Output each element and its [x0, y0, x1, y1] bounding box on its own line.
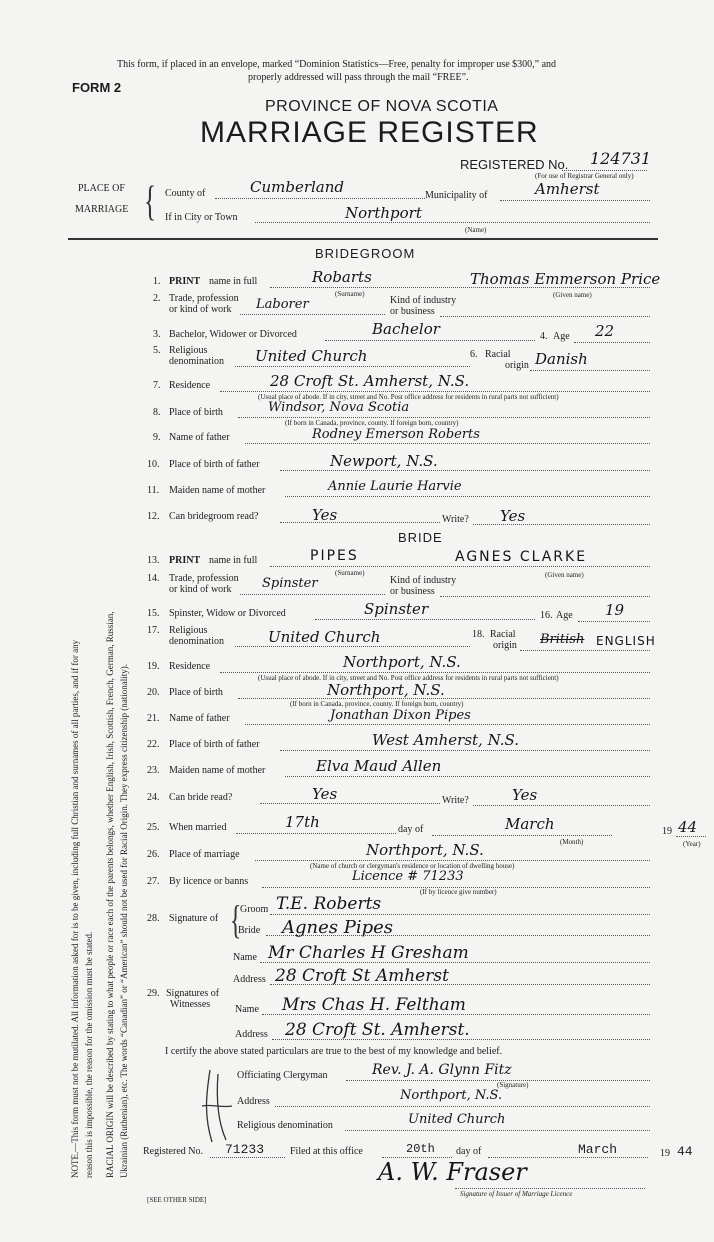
residence-note: (Usual place of abode. If in city, street and No. Post office address for residents in rural parts not sufficient)	[258, 393, 559, 401]
side-note-line1: NOTE.—This form must not be mutilated. All information asked for is to be given, including full Christian and surnames of all parties, and if for any	[70, 639, 80, 1178]
given-note: (Given name)	[553, 291, 592, 299]
city-name-note: (Name)	[465, 226, 487, 234]
bride-father: Jonathan Dixon Pipes	[330, 708, 471, 723]
side-note-line4: Ukrainian (Ruthenian), etc. The words “Canadian” or “American” should not be used for Racial Origin. They express citizenship (nationality).	[119, 663, 129, 1178]
surname-note: (Surname)	[335, 569, 365, 577]
field-label: name in full	[209, 276, 258, 287]
field-label: origin	[493, 640, 517, 651]
field-label: Place of birth	[169, 407, 223, 418]
bride-religion: United Church	[268, 628, 381, 646]
city-label: If in City or Town	[165, 212, 238, 223]
field-label: or business	[390, 586, 435, 597]
field-label: Signatures of	[166, 988, 220, 999]
groom-signature: T.E. Roberts	[276, 894, 382, 914]
field-label: Maiden name of mother	[169, 765, 266, 776]
field-label: Can bridegroom read?	[169, 511, 259, 522]
field-label: name in full	[209, 555, 258, 566]
given-note: (Given name)	[545, 571, 584, 579]
bride-status: Spinster	[364, 600, 429, 618]
field-number: 18.	[472, 629, 485, 640]
field-label: Write?	[442, 514, 469, 525]
form-number: FORM 2	[72, 80, 122, 95]
field-label: Kind of industry	[390, 295, 457, 306]
groom-birthplace: Windsor, Nova Scotia	[268, 400, 410, 415]
place-label-line1: PLACE OF	[78, 183, 125, 194]
bride-can-read: Yes	[312, 785, 338, 803]
filed-day: 20th	[406, 1142, 435, 1156]
field-label: Name of father	[169, 713, 230, 724]
licence-note: (If by licence give number)	[420, 888, 497, 896]
groom-can-write: Yes	[500, 507, 526, 525]
field-label: Place of marriage	[169, 849, 240, 860]
field-label: or kind of work	[169, 584, 232, 595]
field-label: Officiating Clergyman	[237, 1070, 328, 1081]
field-label: Name of father	[169, 432, 230, 443]
field-label: denomination	[169, 636, 224, 647]
county-label: County of	[165, 188, 206, 199]
field-number: 26.	[147, 849, 160, 860]
place-brace: {	[144, 179, 157, 225]
field-label: Kind of industry	[390, 575, 457, 586]
signature-note: (Signature)	[497, 1081, 529, 1089]
groom-can-read: Yes	[312, 506, 338, 524]
field-label: Bachelor, Widower or Divorced	[169, 329, 297, 340]
field-number: 5.	[153, 345, 161, 356]
groom-trade: Laborer	[256, 297, 309, 312]
field-number: 12.	[147, 511, 160, 522]
field-number: 3.	[153, 329, 161, 340]
field-label: Residence	[169, 380, 211, 391]
field-label: Can bride read?	[169, 792, 233, 803]
groom-father-birthplace: Newport, N.S.	[330, 452, 438, 470]
field-label: Bride	[238, 925, 261, 936]
marriage-place: Northport, N.S.	[366, 841, 484, 859]
bride-trade: Spinster	[262, 576, 318, 591]
field-number: 8.	[153, 407, 161, 418]
year-prefix: 19	[662, 826, 672, 837]
side-note-line2: reason this is impossible, the reason for the omission must be stated.	[84, 931, 94, 1178]
groom-given-name: Thomas Emmerson Price	[470, 270, 661, 288]
bride-can-write: Yes	[512, 786, 538, 804]
city-value: Northport	[345, 204, 422, 222]
field-label: or kind of work	[169, 304, 232, 315]
field-number: 27.	[147, 876, 160, 887]
field-number: 9.	[153, 432, 161, 443]
witness1-address: 28 Croft St Amherst	[275, 966, 449, 986]
field-number: 22.	[147, 739, 160, 750]
field-number: 16.	[540, 610, 553, 621]
field-number: 13.	[147, 555, 160, 566]
month-note: (Month)	[560, 838, 584, 846]
county-value: Cumberland	[250, 178, 345, 196]
marriage-day: 17th	[285, 813, 320, 831]
field-label: Racial	[485, 349, 511, 360]
groom-racial-origin: Danish	[535, 350, 588, 368]
filed-month: March	[578, 1142, 618, 1157]
field-label: or business	[390, 306, 435, 317]
field-label: Place of birth	[169, 687, 223, 698]
field-label: Filed at this office	[290, 1146, 363, 1157]
bride-signature: Agnes Pipes	[282, 917, 394, 938]
field-label: Religious	[169, 625, 208, 636]
field-number: 17.	[147, 625, 160, 636]
postage-note-line2: properly addressed will pass through the mail “FREE”.	[248, 72, 469, 83]
groom-residence: 28 Croft St. Amherst, N.S.	[270, 372, 470, 390]
field-number: 21.	[147, 713, 160, 724]
field-label: By licence or banns	[169, 876, 249, 887]
field-number: 11.	[147, 485, 160, 496]
field-label: Age	[556, 610, 573, 621]
groom-age: 22	[595, 322, 615, 340]
field-label: PRINT	[169, 555, 201, 566]
birth-note: (If born in Canada, province, county. If foreign born, country)	[290, 700, 464, 708]
municipality-value: Amherst	[535, 180, 600, 198]
witness2-name: Mrs Chas H. Feltham	[282, 995, 466, 1015]
bride-heading: BRIDE	[398, 530, 443, 545]
field-label: day of	[398, 824, 424, 835]
bridegroom-heading: BRIDEGROOM	[315, 246, 416, 261]
footer-registered-number: 71233	[225, 1142, 265, 1157]
residence-note: (Usual place of abode. If in city, street and No. Post office address for residents in rural parts not sufficient)	[258, 674, 559, 682]
field-label: Witnesses	[170, 999, 211, 1010]
postage-note-line1: This form, if placed in an envelope, marked “Dominion Statistics—Free, penalty for improper use $300,” and	[117, 59, 557, 70]
bride-racial-origin: ENGLISH	[596, 634, 656, 648]
groom-religion: United Church	[255, 347, 368, 365]
place-note: (Name of church or clergyman's residence or location of dwelling house)	[310, 862, 515, 870]
field-number: 25.	[147, 822, 160, 833]
issuer-note: Signature of Issuer of Marriage Licence	[460, 1190, 573, 1198]
bride-surname: PIPES	[310, 548, 359, 564]
field-label: Trade, profession	[169, 573, 239, 584]
field-label: day of	[456, 1146, 482, 1157]
field-number: 15.	[147, 608, 160, 619]
field-number: 23.	[147, 765, 160, 776]
field-label: Spinster, Widow or Divorced	[169, 608, 286, 619]
field-number: 2.	[153, 293, 161, 304]
field-label: Residence	[169, 661, 211, 672]
certification-text: I certify the above stated particulars are true to the best of my knowledge and belief.	[165, 1046, 503, 1057]
issuer-signature: A. W. Fraser	[378, 1158, 527, 1186]
registered-label: REGISTERED No.	[460, 157, 569, 172]
field-label: Name	[235, 1004, 259, 1015]
surname-note: (Surname)	[335, 290, 365, 298]
field-label: Place of birth of father	[169, 739, 260, 750]
birth-note: (If born in Canada, province, county. If foreign born, country)	[285, 419, 459, 427]
signature-brace: {	[229, 897, 242, 942]
field-number: 7.	[153, 380, 161, 391]
field-number: 19.	[147, 661, 160, 672]
field-label: Address	[237, 1096, 270, 1107]
year-prefix: 19	[660, 1148, 670, 1159]
province-heading: PROVINCE OF NOVA SCOTIA	[265, 98, 499, 115]
registered-number: 124731	[590, 149, 652, 168]
field-label: Write?	[442, 795, 469, 806]
field-label: Registered No.	[143, 1146, 203, 1157]
page-title: MARRIAGE REGISTER	[200, 116, 539, 149]
field-label: Signature of	[169, 913, 219, 924]
field-number: 6.	[470, 349, 478, 360]
licence-number: Licence # 71233	[352, 869, 464, 884]
year-note: (Year)	[683, 840, 701, 848]
groom-father: Rodney Emerson Roberts	[312, 427, 480, 442]
filed-year: 44	[677, 1144, 693, 1159]
field-label: Address	[235, 1029, 268, 1040]
field-label: Religious	[169, 345, 208, 356]
bride-given-name: AGNES CLARKE	[455, 549, 588, 565]
field-number: 4.	[540, 331, 548, 342]
marriage-month: March	[505, 815, 555, 833]
field-label: Address	[233, 974, 266, 985]
field-number: 24.	[147, 792, 160, 803]
clergy-signature: Rev. J. A. Glynn Fitz	[372, 1062, 512, 1078]
field-number: 1.	[153, 276, 161, 287]
field-label: Groom	[240, 904, 269, 915]
field-label: denomination	[169, 356, 224, 367]
clergy-denomination: United Church	[408, 1112, 506, 1127]
place-label-line2: MARRIAGE	[75, 204, 129, 215]
marriage-year: 44	[678, 818, 698, 836]
bride-racial-struck: British	[540, 632, 585, 647]
clergy-address: Northport, N.S.	[400, 1088, 503, 1103]
initials-mark	[198, 1066, 238, 1146]
field-label: Racial	[490, 629, 516, 640]
field-label: Age	[553, 331, 570, 342]
field-label: origin	[505, 360, 529, 371]
bride-age: 19	[605, 601, 625, 619]
bride-residence: Northport, N.S.	[343, 653, 461, 671]
field-label: When married	[169, 822, 227, 833]
witness2-address: 28 Croft St. Amherst.	[285, 1020, 470, 1040]
field-number: 14.	[147, 573, 160, 584]
side-note-line3: RACIAL ORIGIN will be described by stating to what people or race each of the parents belongs, whether English, Irish, Scottish, French, German, Russian,	[105, 611, 115, 1178]
registrar-note: (For use of Registrar General only)	[535, 172, 634, 180]
groom-status: Bachelor	[372, 320, 440, 338]
municipality-label: Municipality of	[425, 190, 488, 201]
groom-mother: Annie Laurie Harvie	[328, 479, 462, 494]
field-number: 29.	[147, 988, 160, 999]
bride-father-birthplace: West Amherst, N.S.	[372, 731, 520, 749]
field-label: Trade, profession	[169, 293, 239, 304]
field-label: Name	[233, 952, 257, 963]
field-label: PRINT	[169, 276, 201, 287]
field-label: Religious denomination	[237, 1120, 333, 1131]
bride-mother: Elva Maud Allen	[316, 757, 442, 775]
field-label: Maiden name of mother	[169, 485, 266, 496]
groom-surname: Robarts	[312, 268, 372, 286]
bride-birthplace: Northport, N.S.	[327, 681, 445, 699]
witness1-name: Mr Charles H Gresham	[268, 943, 469, 963]
field-label: Place of birth of father	[169, 459, 260, 470]
field-number: 20.	[147, 687, 160, 698]
field-number: 28.	[147, 913, 160, 924]
field-number: 10.	[147, 459, 160, 470]
see-other-side: [SEE OTHER SIDE]	[147, 1196, 207, 1204]
